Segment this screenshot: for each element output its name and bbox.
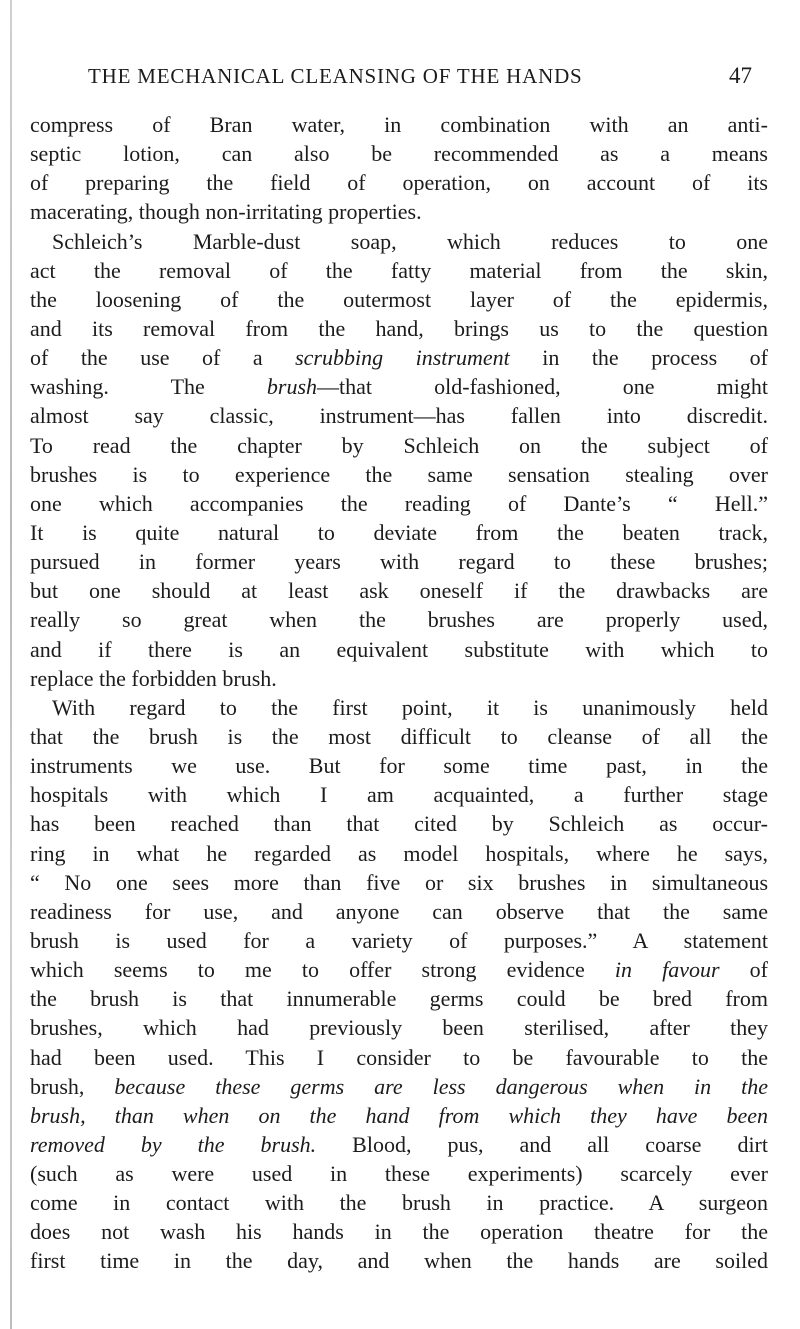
text-line: that the brush is the most difficult to cleanse of all the xyxy=(30,723,768,749)
text-line: one which accompanies the reading of Dante’s “ Hell.” xyxy=(30,490,768,516)
text-line: “ No one sees more than five or six brushes in simultaneous xyxy=(30,869,768,895)
text-line: and if there is an equivalent substitute with which to xyxy=(30,636,768,662)
text-line: septic lotion, can also be recommended as a means xyxy=(30,141,768,167)
italic-phrase: brush, than when on the hand from which they have been xyxy=(30,1102,768,1128)
text-line: the brush is that innumerable germs could be bred from xyxy=(30,986,768,1012)
text-line: almost say classic, instrument—has fallen into discredit. xyxy=(30,403,768,429)
text-line: and its removal from the hand, brings us to the question xyxy=(30,315,768,341)
text-line: hospitals with which I am acquainted, a further stage xyxy=(30,782,768,808)
text-line: With regard to the first point, it is unanimously held xyxy=(52,694,768,720)
page-binding-edge xyxy=(10,0,12,1329)
text-line: really so great when the brushes are properly used, xyxy=(30,607,768,633)
text-line: readiness for use, and anyone can observe that the same xyxy=(30,898,768,924)
text-line: compress of Bran water, in combination with an anti- xyxy=(30,112,768,137)
text-line: come in contact with the brush in practice. A surgeon xyxy=(30,1190,768,1216)
italic-phrase: in favour xyxy=(614,957,720,983)
text-line: first time in the day, and when the hands are soiled xyxy=(30,1248,768,1274)
text-line: removed by the brush. Blood, pus, and all coarse dirt xyxy=(30,1131,768,1157)
running-title: THE MECHANICAL CLEANSING OF THE HANDS xyxy=(88,64,583,88)
text-line: brush is used for a variety of purposes.” A statement xyxy=(30,927,768,953)
text-line: To read the chapter by Schleich on the subject of xyxy=(30,432,768,458)
text-line: It is quite natural to deviate from the beaten track, xyxy=(30,519,768,545)
text-line: brush, because these germs are less dangerous when in the xyxy=(30,1073,769,1099)
text-line: washing. The brush—that old-fashioned, one might xyxy=(30,374,768,400)
body-text xyxy=(30,110,768,1276)
text-line: act the removal of the fatty material from the skin, xyxy=(30,257,768,283)
text-line: instruments we use. But for some time past, in the xyxy=(30,753,768,779)
text-line: has been reached than that cited by Schleich as occur- xyxy=(30,811,768,837)
text-line: of the use of a scrubbing instrument in the process of xyxy=(30,345,768,371)
text-line: macerating, though non-irritating properties. xyxy=(30,199,422,225)
italic-phrase: removed by the brush. xyxy=(30,1131,317,1157)
italic-phrase: scrubbing instrument xyxy=(295,345,510,371)
text-line: pursued in former years with regard to these brushes; xyxy=(30,549,768,575)
text-line: does not wash his hands in the operation theatre for the xyxy=(30,1219,768,1245)
text-line: of preparing the field of operation, on account of its xyxy=(30,170,768,196)
text-line: ring in what he regarded as model hospitals, where he says, xyxy=(30,840,768,866)
text-line: (such as were used in these experiments) scarcely ever xyxy=(30,1161,768,1187)
text-line xyxy=(30,1101,768,1130)
text-line: Schleich’s Marble-dust soap, which reduces to one xyxy=(52,228,768,254)
page-number: 47 xyxy=(729,63,752,88)
text-line: had been used. This I consider to be favourable to the xyxy=(30,1044,768,1070)
text-line: the loosening of the outermost layer of the epidermis, xyxy=(30,286,768,312)
running-header xyxy=(0,56,800,96)
text-line: brushes is to experience the same sensation stealing over xyxy=(30,461,768,487)
italic-phrase: because these germs are less dangerous when in the xyxy=(114,1073,769,1099)
italic-phrase: brush xyxy=(266,374,318,400)
text-line: brushes, which had previously been sterilised, after they xyxy=(30,1015,768,1041)
text-line: which seems to me to offer strong evidence in favour of xyxy=(30,957,768,983)
text-line: but one should at least ask oneself if the drawbacks are xyxy=(30,578,768,604)
text-line: replace the forbidden brush. xyxy=(30,665,277,691)
